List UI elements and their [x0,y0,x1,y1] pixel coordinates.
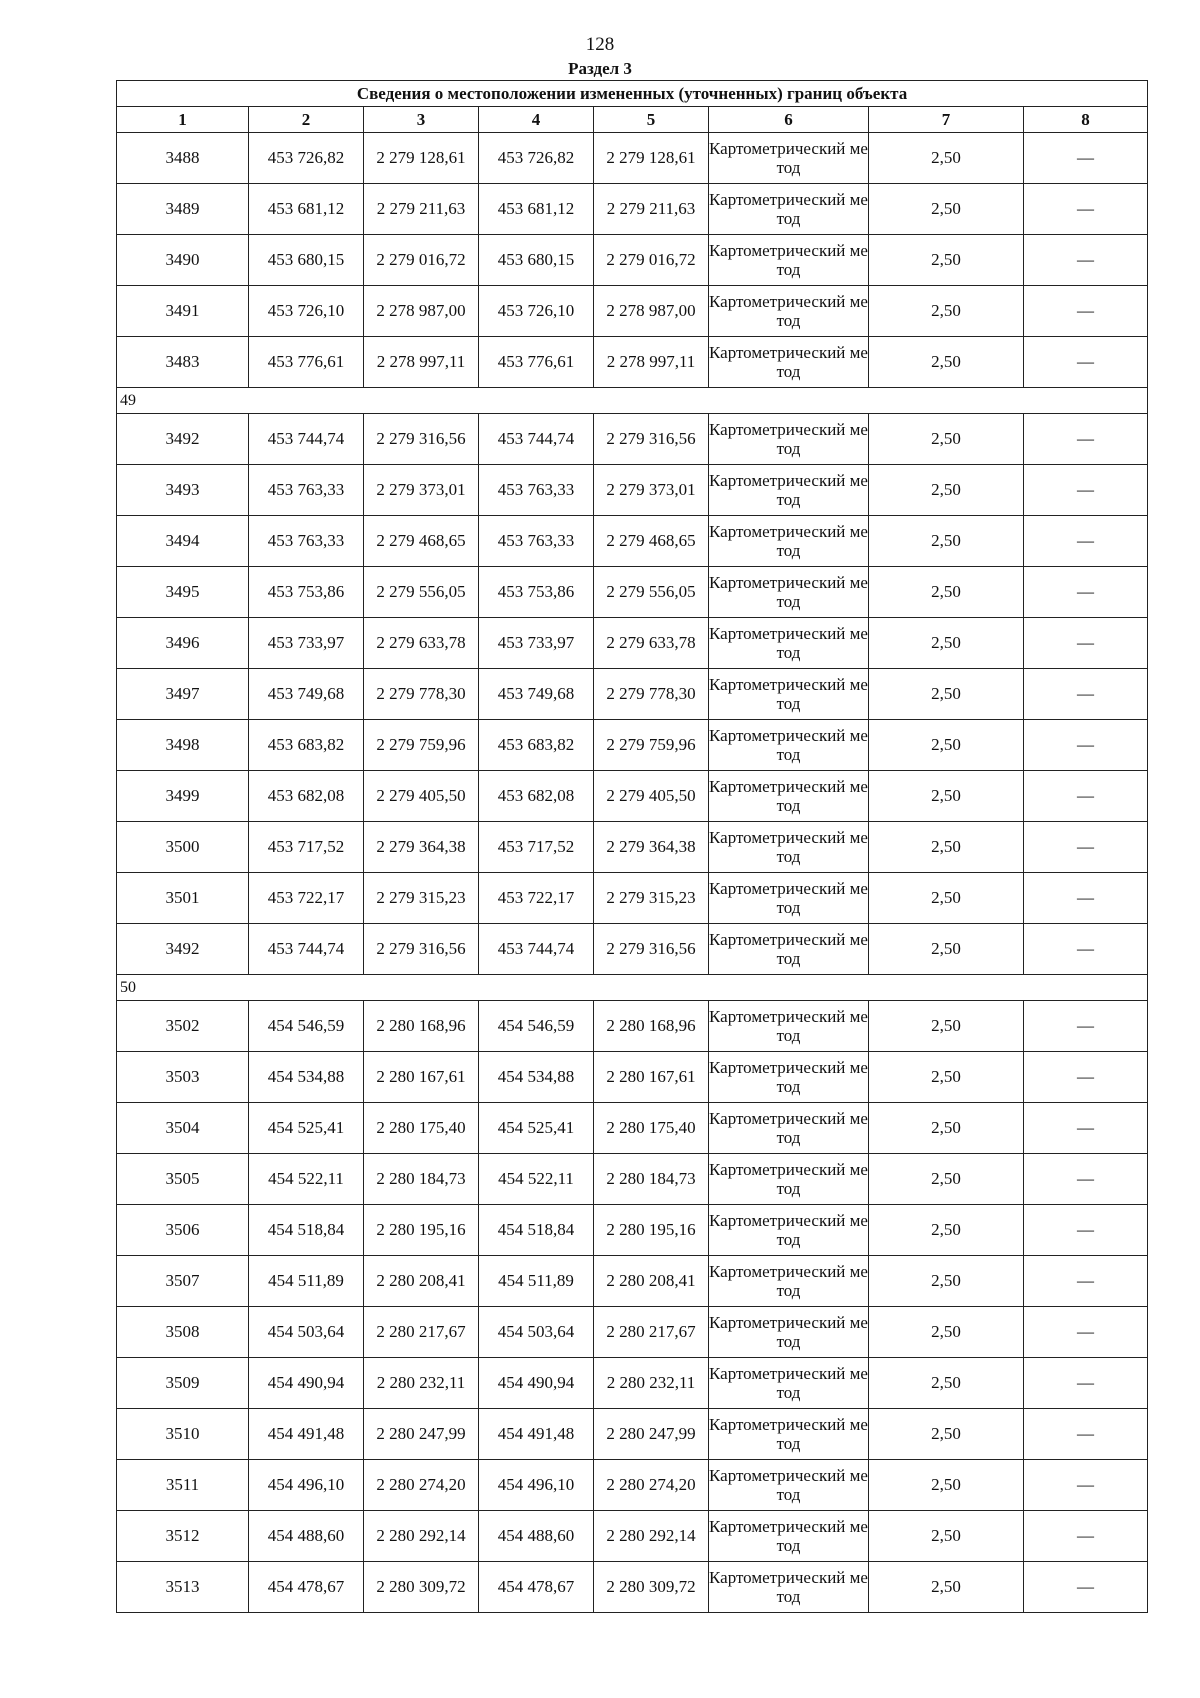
description-cell: — [1024,1562,1148,1613]
column-header: 8 [1024,107,1148,133]
x-coord-cell: 454 522,11 [249,1154,364,1205]
method-cell: Картометрический метод [709,516,869,567]
description-cell: — [1024,465,1148,516]
x-coord-cell: 454 511,89 [249,1256,364,1307]
table-row [117,1460,1148,1511]
description-cell: — [1024,1052,1148,1103]
accuracy-cell: 2,50 [869,873,1024,924]
description-cell: — [1024,184,1148,235]
x-coord-cell: 454 503,64 [249,1307,364,1358]
method-cell: Картометрический метод [709,771,869,822]
y-coord-cell: 2 279 211,63 [594,184,709,235]
y-coord-cell: 2 280 195,16 [364,1205,479,1256]
y-coord-cell: 2 279 016,72 [364,235,479,286]
table-row [117,567,1148,618]
y-coord-cell: 2 280 232,11 [594,1358,709,1409]
y-coord-cell: 2 280 309,72 [594,1562,709,1613]
y-coord-cell: 2 279 778,30 [594,669,709,720]
table-row [117,771,1148,822]
table-title-row [117,81,1148,107]
method-cell: Картометрический метод [709,1511,869,1562]
column-header: 7 [869,107,1024,133]
description-cell: — [1024,1103,1148,1154]
x-coord-cell: 454 488,60 [249,1511,364,1562]
x-coord-cell: 453 722,17 [479,873,594,924]
description-cell: — [1024,286,1148,337]
accuracy-cell: 2,50 [869,822,1024,873]
x-coord-cell: 453 753,86 [249,567,364,618]
y-coord-cell: 2 278 997,11 [594,337,709,388]
description-cell: — [1024,618,1148,669]
x-coord-cell: 454 488,60 [479,1511,594,1562]
y-coord-cell: 2 279 468,65 [594,516,709,567]
method-cell: Картометрический метод [709,1358,869,1409]
y-coord-cell: 2 280 274,20 [364,1460,479,1511]
point-number-cell: 3483 [117,337,249,388]
table-row [117,286,1148,337]
x-coord-cell: 454 534,88 [249,1052,364,1103]
x-coord-cell: 453 681,12 [249,184,364,235]
y-coord-cell: 2 280 217,67 [364,1307,479,1358]
description-cell: — [1024,516,1148,567]
table-row [117,337,1148,388]
group-row [117,388,1148,414]
point-number-cell: 3489 [117,184,249,235]
y-coord-cell: 2 279 364,38 [594,822,709,873]
column-header: 1 [117,107,249,133]
table-row [117,1358,1148,1409]
x-coord-cell: 454 490,94 [249,1358,364,1409]
y-coord-cell: 2 279 315,23 [594,873,709,924]
y-coord-cell: 2 280 309,72 [364,1562,479,1613]
y-coord-cell: 2 279 364,38 [364,822,479,873]
point-number-cell: 3492 [117,414,249,465]
point-number-cell: 3506 [117,1205,249,1256]
table-row [117,1511,1148,1562]
y-coord-cell: 2 279 405,50 [594,771,709,822]
x-coord-cell: 454 546,59 [249,1001,364,1052]
group-row [117,975,1148,1001]
y-coord-cell: 2 280 247,99 [364,1409,479,1460]
x-coord-cell: 453 744,74 [479,414,594,465]
method-cell: Картометрический метод [709,1103,869,1154]
table-row [117,618,1148,669]
accuracy-cell: 2,50 [869,1154,1024,1205]
y-coord-cell: 2 278 997,11 [364,337,479,388]
x-coord-cell: 454 503,64 [479,1307,594,1358]
x-coord-cell: 453 717,52 [479,822,594,873]
y-coord-cell: 2 279 633,78 [364,618,479,669]
column-header: 2 [249,107,364,133]
accuracy-cell: 2,50 [869,1562,1024,1613]
point-number-cell: 3499 [117,771,249,822]
table-row [117,133,1148,184]
column-header-row [117,107,1148,133]
y-coord-cell: 2 279 211,63 [364,184,479,235]
x-coord-cell: 453 763,33 [479,465,594,516]
x-coord-cell: 453 733,97 [479,618,594,669]
point-number-cell: 3513 [117,1562,249,1613]
coordinates-table [116,80,1148,1613]
method-cell: Картометрический метод [709,337,869,388]
point-number-cell: 3498 [117,720,249,771]
x-coord-cell: 454 518,84 [249,1205,364,1256]
method-cell: Картометрический метод [709,1052,869,1103]
y-coord-cell: 2 279 759,96 [364,720,479,771]
method-cell: Картометрический метод [709,133,869,184]
point-number-cell: 3510 [117,1409,249,1460]
column-header: 5 [594,107,709,133]
method-cell: Картометрический метод [709,1001,869,1052]
description-cell: — [1024,133,1148,184]
y-coord-cell: 2 279 316,56 [364,924,479,975]
accuracy-cell: 2,50 [869,414,1024,465]
accuracy-cell: 2,50 [869,720,1024,771]
method-cell: Картометрический метод [709,414,869,465]
x-coord-cell: 453 763,33 [249,516,364,567]
table-row [117,235,1148,286]
x-coord-cell: 453 744,74 [249,924,364,975]
method-cell: Картометрический метод [709,1256,869,1307]
y-coord-cell: 2 280 195,16 [594,1205,709,1256]
accuracy-cell: 2,50 [869,1103,1024,1154]
x-coord-cell: 454 546,59 [479,1001,594,1052]
x-coord-cell: 453 763,33 [249,465,364,516]
y-coord-cell: 2 280 175,40 [594,1103,709,1154]
x-coord-cell: 454 518,84 [479,1205,594,1256]
point-number-cell: 3509 [117,1358,249,1409]
y-coord-cell: 2 279 468,65 [364,516,479,567]
x-coord-cell: 453 680,15 [249,235,364,286]
table-row [117,414,1148,465]
x-coord-cell: 454 478,67 [249,1562,364,1613]
y-coord-cell: 2 280 168,96 [594,1001,709,1052]
x-coord-cell: 454 525,41 [479,1103,594,1154]
y-coord-cell: 2 280 184,73 [364,1154,479,1205]
y-coord-cell: 2 279 373,01 [364,465,479,516]
accuracy-cell: 2,50 [869,337,1024,388]
description-cell: — [1024,1154,1148,1205]
x-coord-cell: 453 680,15 [479,235,594,286]
table-body [117,133,1148,1613]
method-cell: Картометрический метод [709,1205,869,1256]
x-coord-cell: 454 496,10 [479,1460,594,1511]
x-coord-cell: 453 776,61 [249,337,364,388]
y-coord-cell: 2 279 556,05 [364,567,479,618]
y-coord-cell: 2 279 016,72 [594,235,709,286]
point-number-cell: 3493 [117,465,249,516]
description-cell: — [1024,771,1148,822]
method-cell: Картометрический метод [709,720,869,771]
accuracy-cell: 2,50 [869,1205,1024,1256]
x-coord-cell: 453 681,12 [479,184,594,235]
accuracy-cell: 2,50 [869,235,1024,286]
x-coord-cell: 453 726,10 [479,286,594,337]
y-coord-cell: 2 279 373,01 [594,465,709,516]
y-coord-cell: 2 280 232,11 [364,1358,479,1409]
column-header: 6 [709,107,869,133]
x-coord-cell: 454 491,48 [249,1409,364,1460]
x-coord-cell: 453 726,82 [249,133,364,184]
method-cell: Картометрический метод [709,235,869,286]
y-coord-cell: 2 280 175,40 [364,1103,479,1154]
description-cell: — [1024,1358,1148,1409]
table-row [117,1562,1148,1613]
accuracy-cell: 2,50 [869,1307,1024,1358]
point-number-cell: 3507 [117,1256,249,1307]
table-row [117,1256,1148,1307]
x-coord-cell: 453 726,82 [479,133,594,184]
y-coord-cell: 2 279 128,61 [594,133,709,184]
y-coord-cell: 2 280 247,99 [594,1409,709,1460]
point-number-cell: 3508 [117,1307,249,1358]
y-coord-cell: 2 279 315,23 [364,873,479,924]
group-label: 49 [117,388,1148,414]
y-coord-cell: 2 279 405,50 [364,771,479,822]
method-cell: Картометрический метод [709,669,869,720]
table-row [117,669,1148,720]
column-header: 4 [479,107,594,133]
method-cell: Картометрический метод [709,1460,869,1511]
y-coord-cell: 2 280 274,20 [594,1460,709,1511]
y-coord-cell: 2 280 167,61 [364,1052,479,1103]
point-number-cell: 3494 [117,516,249,567]
point-number-cell: 3496 [117,618,249,669]
point-number-cell: 3490 [117,235,249,286]
table-row [117,1052,1148,1103]
table-row [117,1154,1148,1205]
x-coord-cell: 453 744,74 [249,414,364,465]
method-cell: Картометрический метод [709,184,869,235]
point-number-cell: 3500 [117,822,249,873]
point-number-cell: 3488 [117,133,249,184]
point-number-cell: 3504 [117,1103,249,1154]
point-number-cell: 3501 [117,873,249,924]
x-coord-cell: 453 753,86 [479,567,594,618]
table-title: Сведения о местоположении измененных (уточненных) границ объекта [117,81,1148,107]
description-cell: — [1024,235,1148,286]
accuracy-cell: 2,50 [869,669,1024,720]
x-coord-cell: 453 682,08 [249,771,364,822]
y-coord-cell: 2 278 987,00 [594,286,709,337]
x-coord-cell: 454 490,94 [479,1358,594,1409]
accuracy-cell: 2,50 [869,516,1024,567]
method-cell: Картометрический метод [709,618,869,669]
table-row [117,1103,1148,1154]
method-cell: Картометрический метод [709,924,869,975]
description-cell: — [1024,1001,1148,1052]
accuracy-cell: 2,50 [869,465,1024,516]
method-cell: Картометрический метод [709,465,869,516]
table-row [117,1409,1148,1460]
accuracy-cell: 2,50 [869,1511,1024,1562]
y-coord-cell: 2 279 316,56 [594,924,709,975]
accuracy-cell: 2,50 [869,771,1024,822]
x-coord-cell: 454 496,10 [249,1460,364,1511]
page-number: 128 [585,34,615,55]
description-cell: — [1024,1409,1148,1460]
table-row [117,924,1148,975]
description-cell: — [1024,669,1148,720]
y-coord-cell: 2 280 167,61 [594,1052,709,1103]
table-row [117,465,1148,516]
x-coord-cell: 453 683,82 [479,720,594,771]
method-cell: Картометрический метод [709,873,869,924]
method-cell: Картометрический метод [709,1154,869,1205]
point-number-cell: 3502 [117,1001,249,1052]
accuracy-cell: 2,50 [869,133,1024,184]
point-number-cell: 3511 [117,1460,249,1511]
x-coord-cell: 453 682,08 [479,771,594,822]
point-number-cell: 3491 [117,286,249,337]
column-header: 3 [364,107,479,133]
y-coord-cell: 2 280 292,14 [364,1511,479,1562]
y-coord-cell: 2 279 316,56 [594,414,709,465]
description-cell: — [1024,822,1148,873]
accuracy-cell: 2,50 [869,1052,1024,1103]
y-coord-cell: 2 279 759,96 [594,720,709,771]
description-cell: — [1024,1205,1148,1256]
x-coord-cell: 454 478,67 [479,1562,594,1613]
method-cell: Картометрический метод [709,1409,869,1460]
accuracy-cell: 2,50 [869,924,1024,975]
method-cell: Картометрический метод [709,286,869,337]
y-coord-cell: 2 278 987,00 [364,286,479,337]
point-number-cell: 3505 [117,1154,249,1205]
x-coord-cell: 454 511,89 [479,1256,594,1307]
table-row [117,720,1148,771]
x-coord-cell: 454 522,11 [479,1154,594,1205]
description-cell: — [1024,414,1148,465]
accuracy-cell: 2,50 [869,1460,1024,1511]
x-coord-cell: 453 776,61 [479,337,594,388]
description-cell: — [1024,1307,1148,1358]
description-cell: — [1024,873,1148,924]
x-coord-cell: 454 534,88 [479,1052,594,1103]
accuracy-cell: 2,50 [869,1001,1024,1052]
y-coord-cell: 2 279 316,56 [364,414,479,465]
x-coord-cell: 454 491,48 [479,1409,594,1460]
x-coord-cell: 453 717,52 [249,822,364,873]
table-row [117,822,1148,873]
description-cell: — [1024,1256,1148,1307]
accuracy-cell: 2,50 [869,286,1024,337]
method-cell: Картометрический метод [709,1562,869,1613]
x-coord-cell: 453 763,33 [479,516,594,567]
description-cell: — [1024,720,1148,771]
y-coord-cell: 2 279 633,78 [594,618,709,669]
description-cell: — [1024,1511,1148,1562]
point-number-cell: 3503 [117,1052,249,1103]
y-coord-cell: 2 280 208,41 [364,1256,479,1307]
y-coord-cell: 2 280 168,96 [364,1001,479,1052]
y-coord-cell: 2 280 208,41 [594,1256,709,1307]
method-cell: Картометрический метод [709,567,869,618]
group-label: 50 [117,975,1148,1001]
description-cell: — [1024,1460,1148,1511]
x-coord-cell: 453 726,10 [249,286,364,337]
y-coord-cell: 2 279 778,30 [364,669,479,720]
y-coord-cell: 2 280 292,14 [594,1511,709,1562]
x-coord-cell: 453 733,97 [249,618,364,669]
x-coord-cell: 453 722,17 [249,873,364,924]
x-coord-cell: 453 749,68 [479,669,594,720]
accuracy-cell: 2,50 [869,1256,1024,1307]
description-cell: — [1024,337,1148,388]
table-row [117,1205,1148,1256]
point-number-cell: 3495 [117,567,249,618]
method-cell: Картометрический метод [709,822,869,873]
description-cell: — [1024,567,1148,618]
point-number-cell: 3497 [117,669,249,720]
accuracy-cell: 2,50 [869,567,1024,618]
x-coord-cell: 453 749,68 [249,669,364,720]
method-cell: Картометрический метод [709,1307,869,1358]
table-row [117,1307,1148,1358]
section-title: Раздел 3 [568,59,632,78]
y-coord-cell: 2 280 184,73 [594,1154,709,1205]
y-coord-cell: 2 279 556,05 [594,567,709,618]
accuracy-cell: 2,50 [869,618,1024,669]
accuracy-cell: 2,50 [869,1358,1024,1409]
accuracy-cell: 2,50 [869,1409,1024,1460]
description-cell: — [1024,924,1148,975]
table-row [117,1001,1148,1052]
x-coord-cell: 453 683,82 [249,720,364,771]
x-coord-cell: 454 525,41 [249,1103,364,1154]
y-coord-cell: 2 280 217,67 [594,1307,709,1358]
point-number-cell: 3492 [117,924,249,975]
table-row [117,184,1148,235]
table-row [117,873,1148,924]
accuracy-cell: 2,50 [869,184,1024,235]
point-number-cell: 3512 [117,1511,249,1562]
table-row [117,516,1148,567]
y-coord-cell: 2 279 128,61 [364,133,479,184]
x-coord-cell: 453 744,74 [479,924,594,975]
